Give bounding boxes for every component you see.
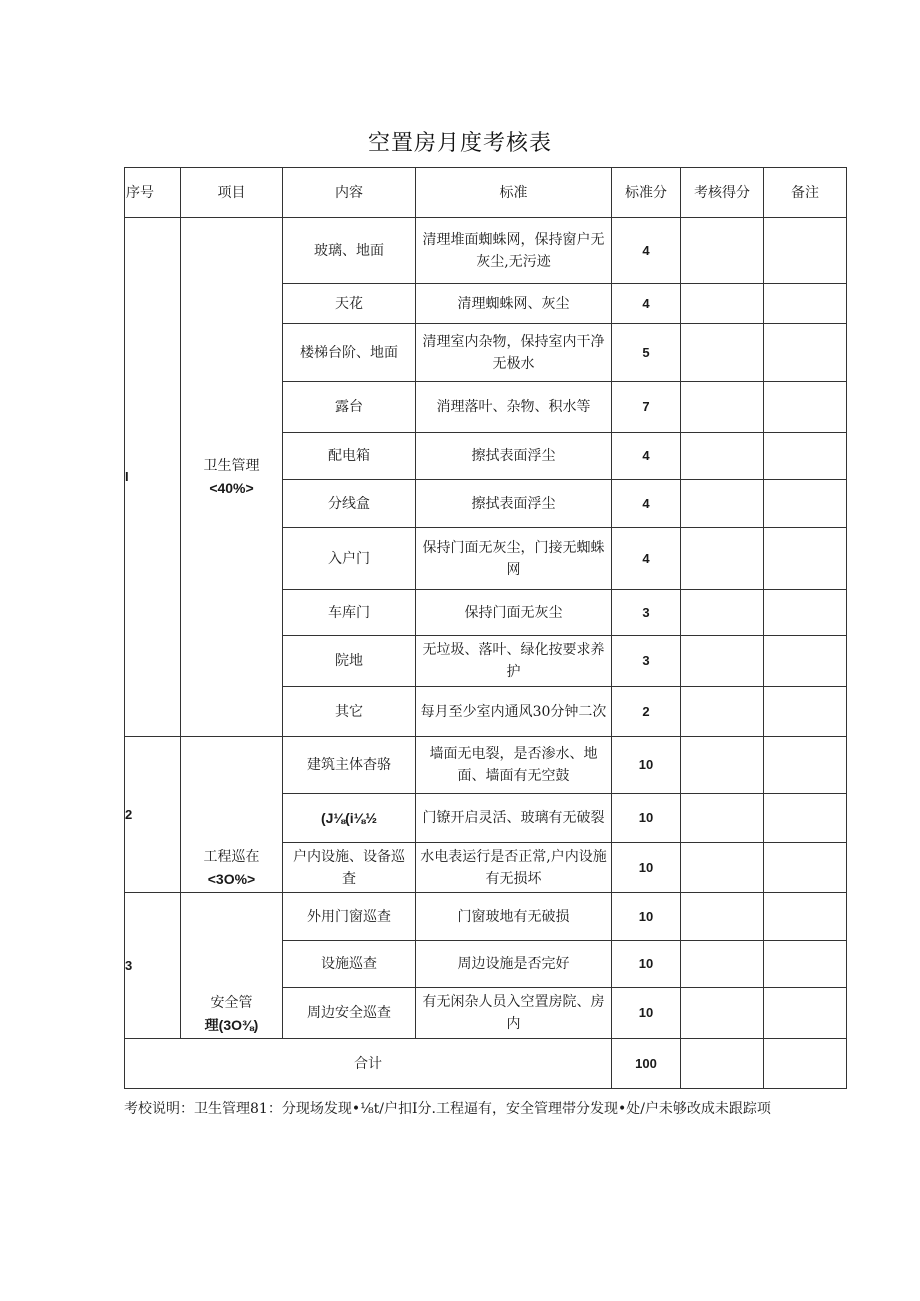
content-cell: 分线盒	[283, 480, 416, 528]
standard-cell: 每月至少室内通风30分钟二次	[416, 687, 612, 737]
remarks-cell[interactable]	[764, 843, 847, 893]
standard-score-cell: 10	[612, 988, 681, 1039]
total-remarks-cell	[764, 1039, 847, 1089]
assessment-score-cell[interactable]	[681, 636, 764, 687]
category-name: 卫生管理	[203, 458, 260, 474]
remarks-cell[interactable]	[764, 636, 847, 687]
content-cell: 外用门窗巡查	[283, 893, 416, 941]
content-cell: 户内设施、设备巡査	[283, 843, 416, 893]
remarks-cell[interactable]	[764, 590, 847, 636]
section-category	[181, 218, 283, 737]
content-cell: 建筑主体杳骆	[283, 737, 416, 794]
section-category	[181, 737, 283, 893]
standard-score-cell: 10	[612, 737, 681, 794]
table-row	[125, 893, 847, 941]
section-number: 2	[125, 737, 181, 893]
content-cell: 院地	[283, 636, 416, 687]
assessment-score-cell[interactable]	[681, 284, 764, 324]
content-cell: 天花	[283, 284, 416, 324]
category-weight: <40%>	[209, 480, 254, 496]
page-title: 空置房月度考核表	[367, 131, 552, 156]
standard-cell: 清理蜘蛛网、灰尘	[416, 284, 612, 324]
content-cell: 玻璃、地面	[283, 218, 416, 284]
assessment-score-cell[interactable]	[681, 737, 764, 794]
total-label: 合计	[125, 1039, 612, 1089]
remarks-cell[interactable]	[764, 324, 847, 382]
standard-cell: 有无闲杂人员入空置房院、房内	[416, 988, 612, 1039]
assessment-score-cell[interactable]	[681, 324, 764, 382]
standard-score-cell: 10	[612, 941, 681, 988]
category-weight: 理(3O⅜)	[204, 1017, 259, 1033]
header-standard-score: 标准分	[612, 168, 681, 218]
remarks-cell[interactable]	[764, 284, 847, 324]
assessment-score-cell[interactable]	[681, 794, 764, 843]
standard-cell: 无垃圾、落叶、绿化按要求养护	[416, 636, 612, 687]
content-cell: 车库门	[283, 590, 416, 636]
standard-score-cell: 2	[612, 687, 681, 737]
standard-cell: 墙面无电裂，是否渗水、地面、墙面有无空鼓	[416, 737, 612, 794]
remarks-cell[interactable]	[764, 893, 847, 941]
header-seq: 序号	[125, 168, 181, 218]
standard-cell: 擦拭表面浮尘	[416, 433, 612, 480]
section-number: 3	[125, 893, 181, 1039]
standard-score-cell: 4	[612, 284, 681, 324]
remarks-cell[interactable]	[764, 988, 847, 1039]
standard-score-cell: 3	[612, 636, 681, 687]
assessment-score-cell[interactable]	[681, 988, 764, 1039]
standard-score-cell: 4	[612, 218, 681, 284]
standard-score-cell: 3	[612, 590, 681, 636]
standard-cell: 门镣开启灵活、玻璃有无破裂	[416, 794, 612, 843]
header-remarks: 备注	[764, 168, 847, 218]
assessment-score-cell[interactable]	[681, 433, 764, 480]
assessment-score-cell[interactable]	[681, 382, 764, 433]
standard-score-cell: 10	[612, 843, 681, 893]
remarks-cell[interactable]	[764, 794, 847, 843]
content-cell: 楼梯台阶、地面	[283, 324, 416, 382]
standard-score-cell: 5	[612, 324, 681, 382]
standard-cell: 保持门面无灰尘	[416, 590, 612, 636]
remarks-cell[interactable]	[764, 528, 847, 590]
assessment-score-cell[interactable]	[681, 218, 764, 284]
standard-cell: 清理室内杂物，保持室内干净无极水	[416, 324, 612, 382]
section-category	[181, 893, 283, 1039]
section-number: I	[125, 218, 181, 737]
assessment-table	[124, 167, 847, 1089]
standard-score-cell: 4	[612, 433, 681, 480]
standard-score-cell: 4	[612, 528, 681, 590]
standard-score-cell: 10	[612, 794, 681, 843]
header-assessment-score: 考核得分	[681, 168, 764, 218]
remarks-cell[interactable]	[764, 382, 847, 433]
remarks-cell[interactable]	[764, 941, 847, 988]
category-name: 工程巡在	[203, 849, 260, 865]
category-name: 安全管	[210, 995, 253, 1011]
content-cell: 配电箱	[283, 433, 416, 480]
standard-cell: 擦拭表面浮尘	[416, 480, 612, 528]
assessment-note: 考校说明：卫生管理81：分现场发现•⅛t/户扣I分.工程逼有，安全管理帯分发现•处/户未够改成未跟踪项	[124, 1101, 771, 1117]
remarks-cell[interactable]	[764, 433, 847, 480]
assessment-score-cell[interactable]	[681, 941, 764, 988]
content-cell: 露台	[283, 382, 416, 433]
assessment-score-cell[interactable]	[681, 843, 764, 893]
standard-cell: 周边设施是否完好	[416, 941, 612, 988]
standard-cell: 清理堆面蜘蛛网，保持窗户无灰尘,无污迹	[416, 218, 612, 284]
total-row	[125, 1039, 847, 1089]
header-content: 内容	[283, 168, 416, 218]
content-cell: 周边安全巡查	[283, 988, 416, 1039]
remarks-cell[interactable]	[764, 480, 847, 528]
content-cell: 设施巡查	[283, 941, 416, 988]
assessment-score-cell[interactable]	[681, 528, 764, 590]
content-cell: 入户门	[283, 528, 416, 590]
assessment-score-cell[interactable]	[681, 480, 764, 528]
standard-score-cell: 10	[612, 893, 681, 941]
standard-cell: 保持门面无灰尘，门接无蜘蛛网	[416, 528, 612, 590]
remarks-cell[interactable]	[764, 218, 847, 284]
standard-cell: 门窗玻地有无破损	[416, 893, 612, 941]
category-weight: <3O%>	[207, 871, 256, 887]
remarks-cell[interactable]	[764, 737, 847, 794]
assessment-score-cell[interactable]	[681, 590, 764, 636]
assessment-score-cell[interactable]	[681, 687, 764, 737]
content-cell: 其它	[283, 687, 416, 737]
total-assessment-cell	[681, 1039, 764, 1089]
table-row	[125, 218, 847, 284]
standard-cell: 消理落叶、杂物、积水等	[416, 382, 612, 433]
table-row	[125, 737, 847, 794]
standard-score-cell: 4	[612, 480, 681, 528]
total-score: 100	[612, 1039, 681, 1089]
standard-cell: 水电表运行是否正常,户内设施有无损坏	[416, 843, 612, 893]
header-item: 项目	[181, 168, 283, 218]
standard-score-cell: 7	[612, 382, 681, 433]
assessment-score-cell[interactable]	[681, 893, 764, 941]
remarks-cell[interactable]	[764, 687, 847, 737]
content-cell: (J⅛(i⅛½	[283, 794, 416, 843]
header-row	[125, 168, 847, 218]
header-standard: 标准	[416, 168, 612, 218]
